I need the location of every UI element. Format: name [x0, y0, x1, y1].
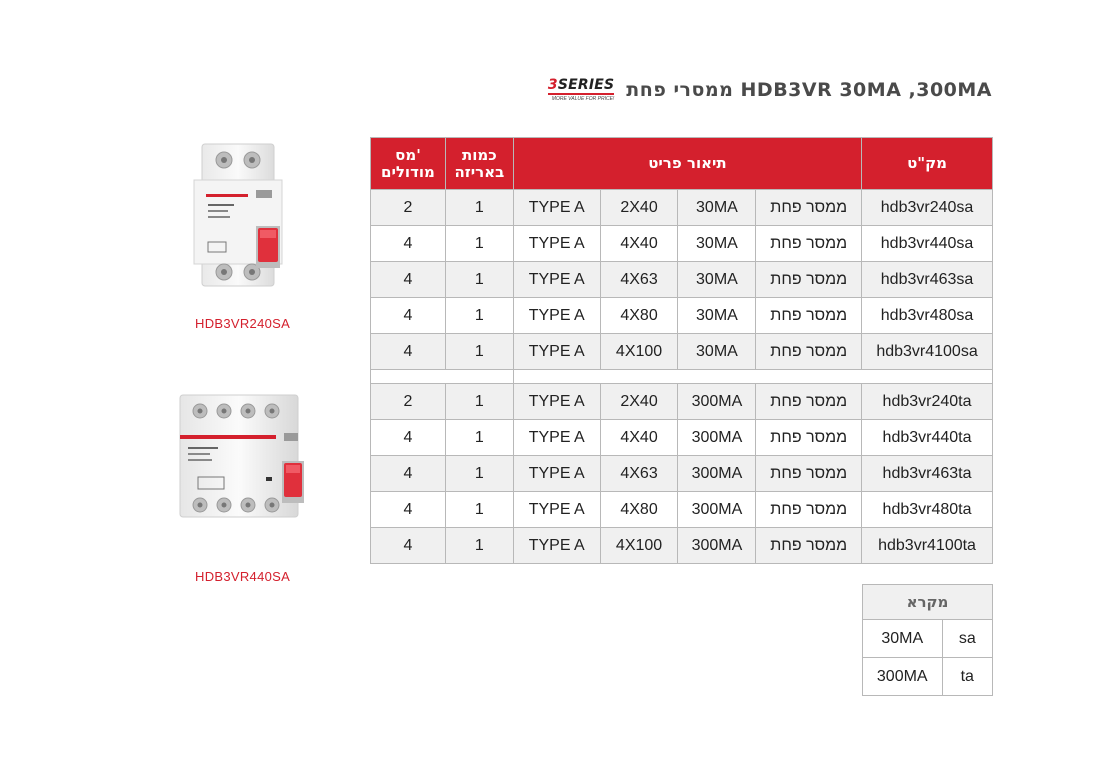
cell-sku: hdb3vr463ta [862, 456, 993, 492]
cell-modules: 4 [371, 528, 446, 564]
header-modules: מס' מודולים [371, 138, 446, 190]
cell-name: ממסר פחת [756, 190, 862, 226]
cell-sku: hdb3vr4100ta [862, 528, 993, 564]
spacer-cell [513, 370, 992, 384]
table-row [371, 384, 993, 420]
cell-ma: 300MA [678, 492, 756, 528]
cell-name: ממסר פחת [756, 262, 862, 298]
table-row [371, 262, 993, 298]
cell-name: ממסר פחת [756, 492, 862, 528]
cell-poles: 4X100 [600, 334, 678, 370]
cell-qty: 1 [445, 298, 513, 334]
cell-ma: 300MA [678, 456, 756, 492]
cell-poles: 4X63 [600, 262, 678, 298]
product-table [370, 137, 993, 564]
brand-name [548, 78, 614, 95]
legend-row [863, 620, 993, 658]
cell-modules: 4 [371, 456, 446, 492]
page-header [548, 78, 992, 102]
header-description: תיאור פריט [513, 138, 861, 190]
cell-modules: 4 [371, 298, 446, 334]
header-sku: מק"ט [862, 138, 993, 190]
cell-qty: 1 [445, 420, 513, 456]
rcd-4-module-illustration [170, 385, 320, 525]
cell-type: TYPE A [513, 420, 600, 456]
cell-modules: 4 [371, 262, 446, 298]
cell-ma: 300MA [678, 528, 756, 564]
cell-sku: hdb3vr480sa [862, 298, 993, 334]
cell-ma: 300MA [678, 384, 756, 420]
cell-name: ממסר פחת [756, 384, 862, 420]
legend-header-row [863, 585, 993, 620]
header-qty: כמות באריזה [445, 138, 513, 190]
cell-type: TYPE A [513, 262, 600, 298]
legend-title: מקרא [863, 585, 993, 620]
page-title: HDB3VR 30MA ,300MA ממסרי פחת [626, 79, 992, 101]
cell-ma: 30MA [678, 226, 756, 262]
cell-modules: 4 [371, 226, 446, 262]
table-row [371, 456, 993, 492]
table-row [371, 334, 993, 370]
cell-sku: hdb3vr4100sa [862, 334, 993, 370]
cell-ma: 30MA [678, 298, 756, 334]
cell-modules: 4 [371, 334, 446, 370]
product-image-2-pole [190, 136, 320, 297]
cell-poles: 4X80 [600, 298, 678, 334]
cell-qty: 1 [445, 262, 513, 298]
cell-ma: 30MA [678, 262, 756, 298]
brand-prefix: 3 [547, 77, 558, 93]
cell-sku: hdb3vr240sa [862, 190, 993, 226]
table-row [371, 492, 993, 528]
cell-modules: 2 [371, 384, 446, 420]
cell-ma: 30MA [678, 190, 756, 226]
brand-logo [548, 78, 614, 102]
legend-code: sa [942, 620, 992, 658]
cell-poles: 4X40 [600, 226, 678, 262]
cell-type: TYPE A [513, 492, 600, 528]
brand-word: SERIES [557, 77, 615, 93]
rcd-2-module-illustration [190, 136, 320, 292]
cell-type: TYPE A [513, 456, 600, 492]
legend-table [862, 584, 993, 696]
cell-type: TYPE A [513, 190, 600, 226]
cell-qty: 1 [445, 190, 513, 226]
spacer-cell [371, 370, 514, 384]
cell-name: ממסר פחת [756, 456, 862, 492]
product-image-4-pole [170, 385, 320, 530]
cell-name: ממסר פחת [756, 226, 862, 262]
cell-type: TYPE A [513, 384, 600, 420]
cell-type: TYPE A [513, 226, 600, 262]
cell-poles: 4X63 [600, 456, 678, 492]
table-row [371, 420, 993, 456]
cell-sku: hdb3vr440sa [862, 226, 993, 262]
cell-qty: 1 [445, 456, 513, 492]
cell-sku: hdb3vr463sa [862, 262, 993, 298]
cell-modules: 4 [371, 492, 446, 528]
cell-qty: 1 [445, 384, 513, 420]
product-caption-1: HDB3VR240SA [195, 316, 291, 331]
cell-modules: 2 [371, 190, 446, 226]
table-header-row [371, 138, 993, 190]
cell-ma: 300MA [678, 420, 756, 456]
cell-ma: 30MA [678, 334, 756, 370]
cell-name: ממסר פחת [756, 420, 862, 456]
table-row [371, 226, 993, 262]
cell-poles: 4X80 [600, 492, 678, 528]
cell-qty: 1 [445, 492, 513, 528]
legend-row [863, 658, 993, 696]
cell-qty: 1 [445, 334, 513, 370]
cell-name: ממסר פחת [756, 334, 862, 370]
cell-type: TYPE A [513, 528, 600, 564]
cell-name: ממסר פחת [756, 298, 862, 334]
cell-qty: 1 [445, 226, 513, 262]
product-caption-2: HDB3VR440SA [195, 569, 291, 584]
cell-poles: 2X40 [600, 190, 678, 226]
cell-modules: 4 [371, 420, 446, 456]
cell-name: ממסר פחת [756, 528, 862, 564]
table-row [371, 298, 993, 334]
table-row [371, 190, 993, 226]
cell-poles: 4X40 [600, 420, 678, 456]
brand-tagline: MORE VALUE FOR PRICE! [551, 96, 615, 102]
cell-sku: hdb3vr440ta [862, 420, 993, 456]
table-spacer-row [371, 370, 993, 384]
cell-sku: hdb3vr480ta [862, 492, 993, 528]
cell-type: TYPE A [513, 334, 600, 370]
cell-qty: 1 [445, 528, 513, 564]
cell-type: TYPE A [513, 298, 600, 334]
legend-value: 30MA [863, 620, 943, 658]
cell-poles: 2X40 [600, 384, 678, 420]
cell-sku: hdb3vr240ta [862, 384, 993, 420]
cell-poles: 4X100 [600, 528, 678, 564]
legend-value: 300MA [863, 658, 943, 696]
table-row [371, 528, 993, 564]
legend-code: ta [942, 658, 992, 696]
